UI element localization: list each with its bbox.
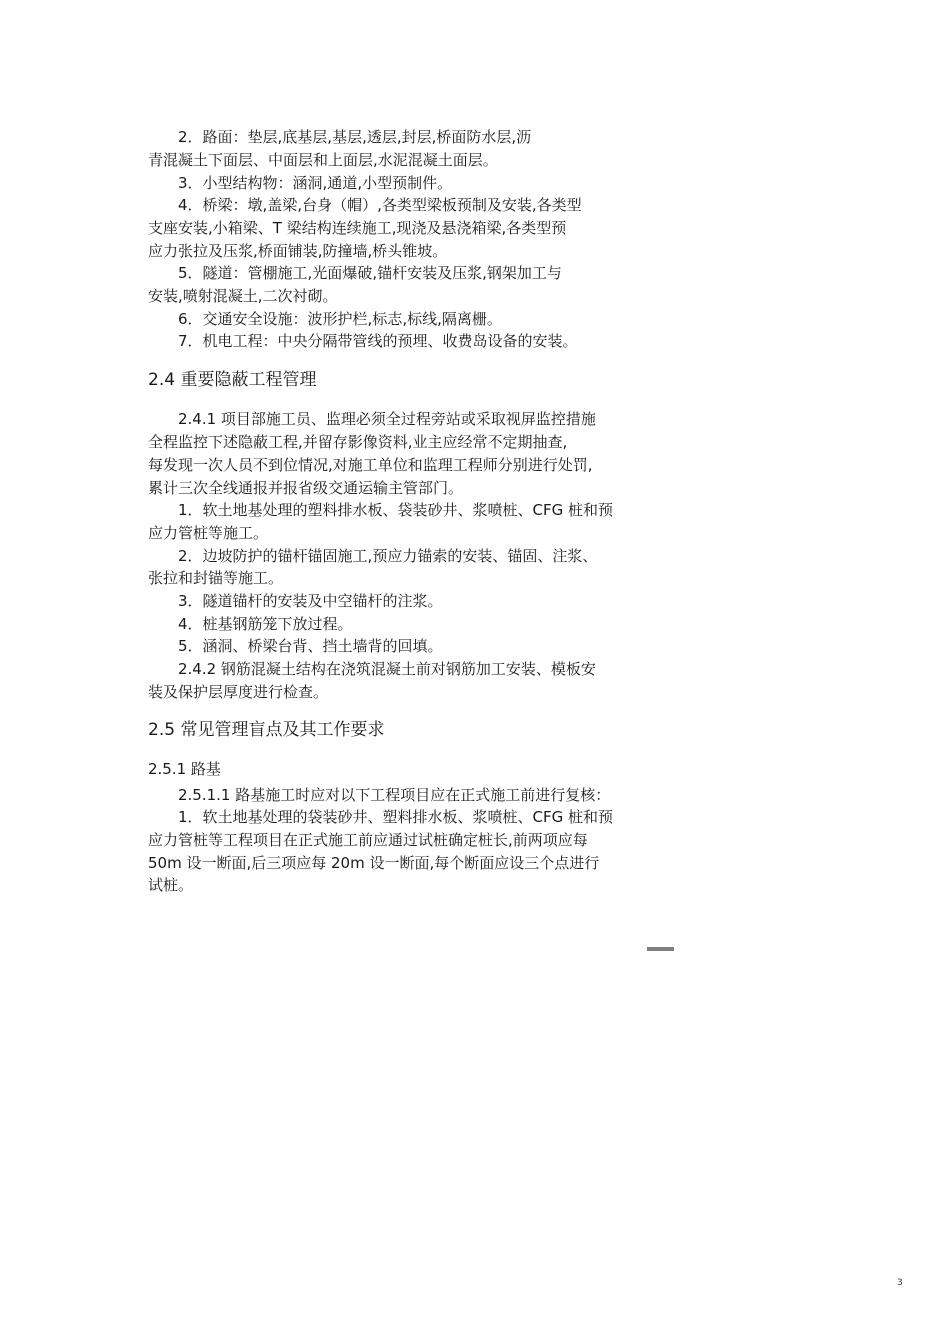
section-heading-2-4: 2.4 重要隐蔽工程管理 [148,370,317,390]
paragraph-line: 试桩。 [148,876,194,894]
paragraph-traffic-safety: 6．交通安全设施：波形护栏,标志,标线,隔离栅。 [178,310,502,328]
section-heading-2-5: 2.5 常见管理盲点及其工作要求 [148,720,385,740]
separator-bar [647,947,674,951]
list-item-backfill: 5．涵洞、桥梁台背、挡土墙背的回填。 [178,637,443,655]
paragraph-line: 应力管桩等工程项目在正式施工前应通过试桩确定桩长,前两项应每 [148,831,588,849]
list-item-tunnel-anchor: 3．隧道锚杆的安装及中空锚杆的注浆。 [178,592,443,610]
paragraph-line: 青混凝土下面层、中面层和上面层,水泥混凝土面层。 [148,151,498,169]
list-item-soft-soil-trial: 1．软土地基处理的袋装砂井、塑料排水板、浆喷桩、CFG 桩和预 [178,808,614,826]
paragraph-2-5-1-1: 2.5.1.1 路基施工时应对以下工程项目应在正式施工前进行复核： [178,786,611,804]
list-item-soft-soil: 1．软土地基处理的塑料排水板、袋装砂井、浆喷桩、CFG 桩和预 [178,501,614,519]
paragraph-2-4-2: 2.4.2 钢筋混凝土结构在浇筑混凝土前对钢筋加工安装、模板安 [178,660,596,678]
paragraph-line: 支座安装,小箱梁、T 梁结构连续施工,现浇及悬浇箱梁,各类型预 [148,219,567,237]
list-item-pile-cage: 4．桩基钢筋笼下放过程。 [178,615,353,633]
list-item-slope-protection: 2．边坡防护的锚杆锚固施工,预应力锚索的安装、锚固、注浆、 [178,547,598,565]
paragraph-electromechanical: 7．机电工程：中央分隔带管线的预埋、收费岛设备的安装。 [178,332,578,350]
paragraph-line: 应力管桩等施工。 [148,524,269,542]
subsection-heading-2-5-1: 2.5.1 路基 [148,760,221,778]
paragraph-line: 安装,喷射混凝土,二次衬砌。 [148,287,338,305]
paragraph-line: 张拉和封锚等施工。 [148,569,284,587]
paragraph-tunnels: 5．隧道：管棚施工,光面爆破,锚杆安装及压浆,钢架加工与 [178,264,562,282]
paragraph-line: 每发现一次人员不到位情况,对施工单位和监理工程师分别进行处罚, [148,456,593,474]
paragraph-small-structures: 3．小型结构物：涵洞,通道,小型预制件。 [178,174,453,192]
paragraph-bridges: 4．桥梁：墩,盖梁,台身（帽）,各类型梁板预制及安装,各类型 [178,196,582,214]
page-number: 3 [897,1278,903,1288]
paragraph-line: 全程监控下述隐蔽工程,并留存影像资料,业主应经常不定期抽查, [148,433,568,451]
paragraph-road-surface: 2．路面：垫层,底基层,基层,透层,封层,桥面防水层,沥 [178,128,532,146]
paragraph-2-4-1: 2.4.1 项目部施工员、监理必须全过程旁站或采取视屏监控措施 [178,410,596,428]
paragraph-line: 累计三次全线通报并报省级交通运输主管部门。 [148,479,464,497]
paragraph-line: 应力张拉及压浆,桥面铺装,防撞墙,桥头锥坡。 [148,242,448,260]
paragraph-line: 50m 设一断面,后三项应每 20m 设一断面,每个断面应设三个点进行 [148,854,600,872]
paragraph-line: 装及保护层厚度进行检查。 [148,683,329,701]
